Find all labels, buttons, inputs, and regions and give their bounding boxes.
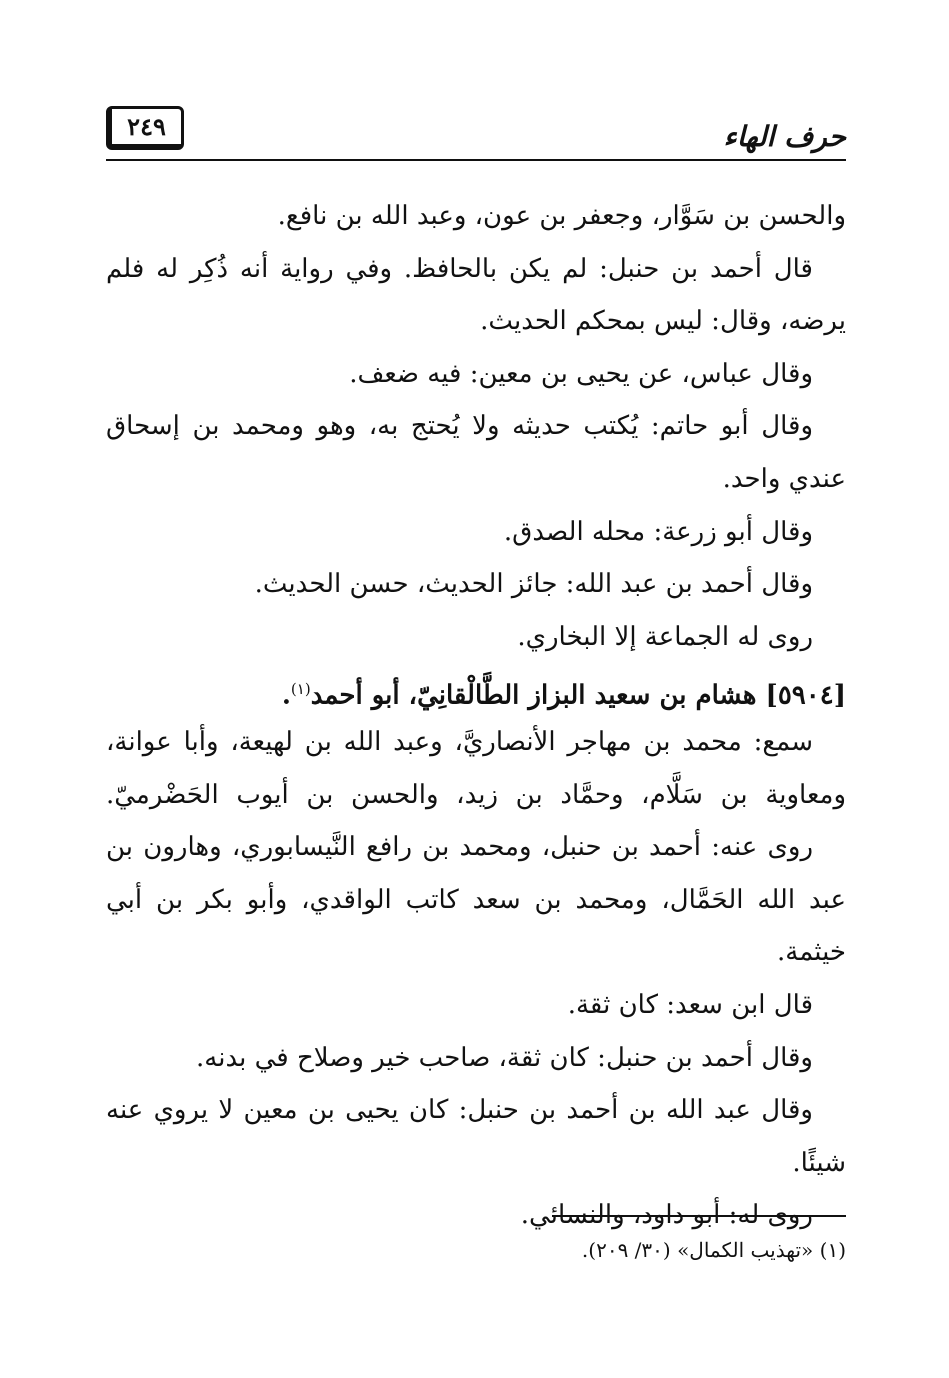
text-line: وقال أبو زرعة: محله الصدق. <box>503 516 813 547</box>
text-line: وقال أحمد بن عبد الله: جائز الحديث، حسن الحديث. <box>254 569 813 600</box>
entry-heading-text: [٥٩٠٤] هشام بن سعيد البزاز الطَّالْقانِيّ، أبو أحمد <box>310 681 846 711</box>
page-number: ٢٤٩ <box>106 106 184 150</box>
entry-heading <box>106 663 846 716</box>
text-line: قال أحمد بن حنبل: لم يكن بالحافظ. وفي رواية أنه ذُكِر له فلم <box>106 253 813 284</box>
text-line: عندي واحد. <box>722 463 846 494</box>
text-line: خيثمة. <box>777 937 846 968</box>
text-line: روى له: أبو داود، والنسائي. <box>520 1200 813 1231</box>
text-line: سمع: محمد بن مهاجر الأنصاريَّ، وعبد الله بن لهيعة، وأبا عوانة، <box>106 726 813 757</box>
text-line: وقال أحمد بن حنبل: كان ثقة، صاحب خير وصلاح في بدنه. <box>196 1042 813 1073</box>
text-line: شيئًا. <box>792 1147 846 1178</box>
footnote: (١) «تهذيب الكمال» (٣٠/ ٢٠٩). <box>581 1238 846 1262</box>
text-line: يرضه، وقال: ليس بمحكم الحديث. <box>480 306 846 337</box>
text-line: روى له الجماعة إلا البخاري. <box>517 621 813 652</box>
text-line: وقال عبد الله بن أحمد بن حنبل: كان يحيى بن معين لا يروي عنه <box>106 1095 813 1126</box>
header-rule <box>106 159 846 161</box>
running-header-title: حرف الهاء <box>723 120 846 153</box>
footnote-rule <box>552 1215 846 1217</box>
footnote-marker: (١) <box>290 680 311 699</box>
body-text <box>106 190 846 1242</box>
entry-heading-end: . <box>281 681 291 711</box>
text-line: قال ابن سعد: كان ثقة. <box>567 989 813 1020</box>
text-line: عبد الله الحَمَّال، ومحمد بن سعد كاتب الواقدي، وأبو بكر بن أبي <box>106 884 846 915</box>
text-line: وقال أبو حاتم: يُكتب حديثه ولا يُحتج به، وهو ومحمد بن إسحاق <box>106 411 813 442</box>
text-line: روى عنه: أحمد بن حنبل، ومحمد بن رافع النَّيسابوري، وهارون بن <box>106 832 813 863</box>
text-line: والحسن بن سَوَّار، وجعفر بن عون، وعبد الله بن نافع. <box>277 201 846 231</box>
text-line: وقال عباس، عن يحيى بن معين: فيه ضعف. <box>349 358 813 389</box>
text-line: ومعاوية بن سَلَّام، وحمَّاد بن زيد، والحسن بن أيوب الحَضْرميّ. <box>106 779 846 810</box>
